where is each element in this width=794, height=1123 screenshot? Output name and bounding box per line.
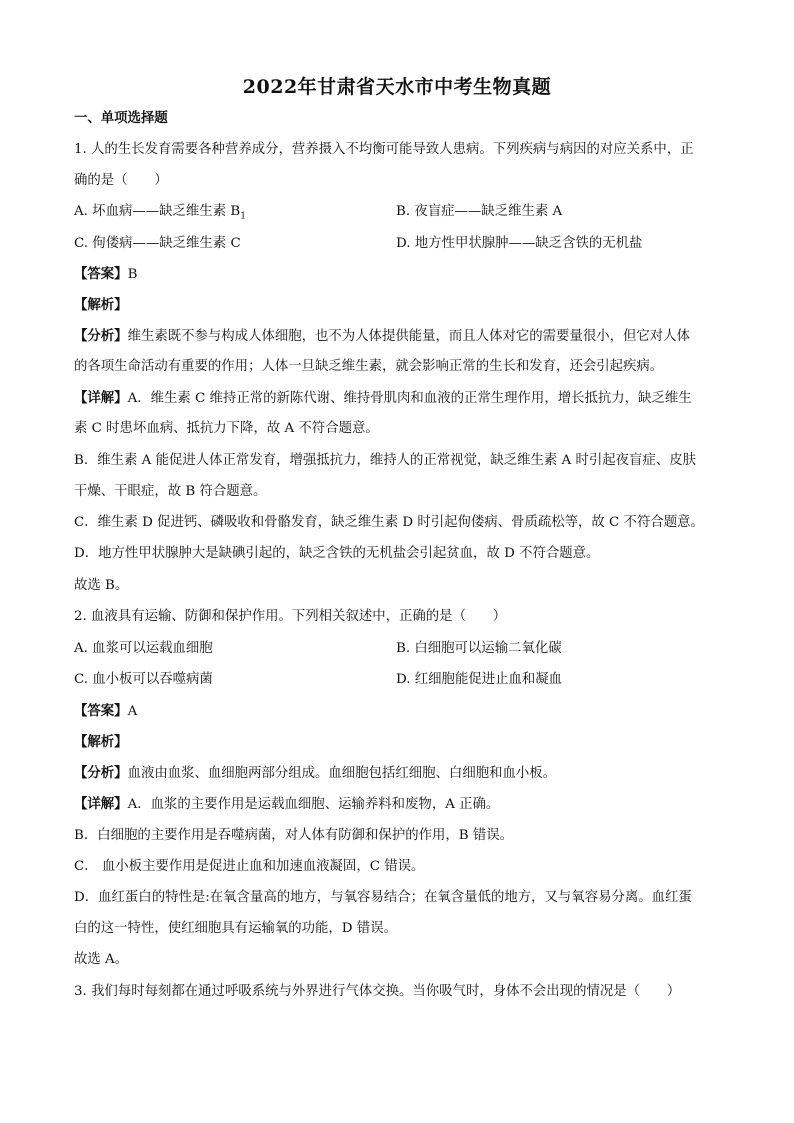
- q2-xiangjie-line: [74, 794, 724, 815]
- q2-option-d: D. 红细胞能促进止血和凝血: [396, 672, 563, 687]
- q2-option-a: A. 血浆可以运载血细胞: [74, 641, 213, 656]
- q2-fenxi-text: 血液由血浆、血细胞两部分组成。血细胞包括红细胞、白细胞和血小板。: [127, 766, 557, 781]
- q1-stem-line2: 确的是（ ）: [74, 173, 168, 188]
- q1-conclusion: 故选 B。: [74, 578, 129, 593]
- q1-fenxi-line2: 的各项生命活动有重要的作用；人体一旦缺乏维生素，就会影响正常的生长和发育，还会引起疾病。: [74, 359, 664, 374]
- q2-xiangjie-text: A．血浆的主要作用是运载血细胞、运输养料和废物，A 正确。: [127, 797, 500, 812]
- q2-d-line2: 白的这一特性，使红细胞具有运输氧的功能，D 错误。: [74, 921, 397, 936]
- q2-answer-value: A: [127, 704, 138, 719]
- q1-b-line2: 干燥、干眼症，故 B 符合题意。: [74, 484, 267, 499]
- q1-option-d: D. 地方性甲状腺肿——缺乏含铁的无机盐: [396, 236, 643, 251]
- q2-fenxi-line: [74, 763, 724, 784]
- q1-b-line1: B．维生素 A 能促进人体正常发育，增强抵抗力，维持人的正常视觉，缺乏维生素 A 时引起夜盲症、皮肤: [74, 453, 697, 468]
- q1-option-b: B. 夜盲症——缺乏维生素 A: [396, 204, 563, 219]
- q1-analysis-label: [74, 295, 724, 316]
- q1-option-a-text: A. 坏血病——缺乏维生素 B: [74, 204, 241, 219]
- q1-option-a: [74, 202, 246, 227]
- q1-fenxi-line1: [74, 326, 724, 347]
- fenxi-label: 【分析】: [74, 765, 128, 781]
- q3-stem: 3. 我们每时每刻都在通过呼吸系统与外界进行气体交换。当你吸气时，身体不会出现的情况是（ ）: [74, 984, 681, 999]
- section-heading: 一、单项选择题: [74, 110, 168, 126]
- q1-answer-value: B: [127, 267, 138, 282]
- q1-answer: [74, 264, 724, 285]
- q1-c-line: C．维生素 D 促进钙、磷吸收和骨骼发育，缺乏维生素 D 时引起佝偻病、骨质疏松等，故 C 不符合题意。: [74, 515, 704, 530]
- q2-answer: [74, 701, 724, 722]
- answer-label: 【答案】: [74, 266, 128, 282]
- q1-xiangjie-line1: [74, 388, 724, 409]
- q2-conclusion: 故选 A。: [74, 952, 129, 967]
- q1-xiangjie-line2: 素 C 时患坏血病、抵抗力下降，故 A 不符合题意。: [74, 421, 379, 436]
- q2-analysis-label: [74, 732, 724, 753]
- q1-xiangjie-text1: A．维生素 C 维持正常的新陈代谢、维持骨肌肉和血液的正常生理作用，增长抵抗力，缺乏维生: [127, 391, 692, 406]
- q1-stem-line1: 1. 人的生长发育需要各种营养成分，营养摄入不均衡可能导致人患病。下列疾病与病因的对应关系中，正: [74, 142, 694, 157]
- page-title: 2022年甘肃省天水市中考生物真题: [242, 76, 552, 98]
- xiangjie-label: 【详解】: [74, 390, 128, 406]
- analysis-label: 【解析】: [74, 734, 128, 750]
- q2-option-b: B. 白细胞可以运输二氧化碳: [396, 641, 562, 656]
- q1-d-line: D．地方性甲状腺肿大是缺碘引起的，缺乏含铁的无机盐会引起贫血，故 D 不符合题意。: [74, 546, 600, 561]
- q1-option-c: C. 佝偻病——缺乏维生素 C: [74, 236, 241, 251]
- xiangjie-label: 【详解】: [74, 796, 128, 812]
- q1-fenxi-text1: 维生素既不参与构成人体细胞，也不为人体提供能量，而且人体对它的需要量很小，但它对人体: [127, 329, 690, 344]
- q2-d-line1: D．血红蛋白的特性是:在氧含量高的地方，与氧容易结合；在氧含量低的地方，又与氧容易分离。血红蛋: [74, 890, 692, 905]
- q2-c-line: C． 血小板主要作用是促进止血和加速血液凝固，C 错误。: [74, 859, 425, 874]
- answer-label: 【答案】: [74, 703, 128, 719]
- q2-option-c: C. 血小板可以吞噬病菌: [74, 672, 213, 687]
- analysis-label: 【解析】: [74, 297, 128, 313]
- q2-stem: 2. 血液具有运输、防御和保护作用。下列相关叙述中，正确的是（ ）: [74, 609, 507, 624]
- q2-b-line: B．白细胞的主要作用是吞噬病菌，对人体有防御和保护的作用，B 错误。: [74, 828, 514, 843]
- q1-option-a-subscript: 1: [240, 211, 246, 222]
- fenxi-label: 【分析】: [74, 328, 128, 344]
